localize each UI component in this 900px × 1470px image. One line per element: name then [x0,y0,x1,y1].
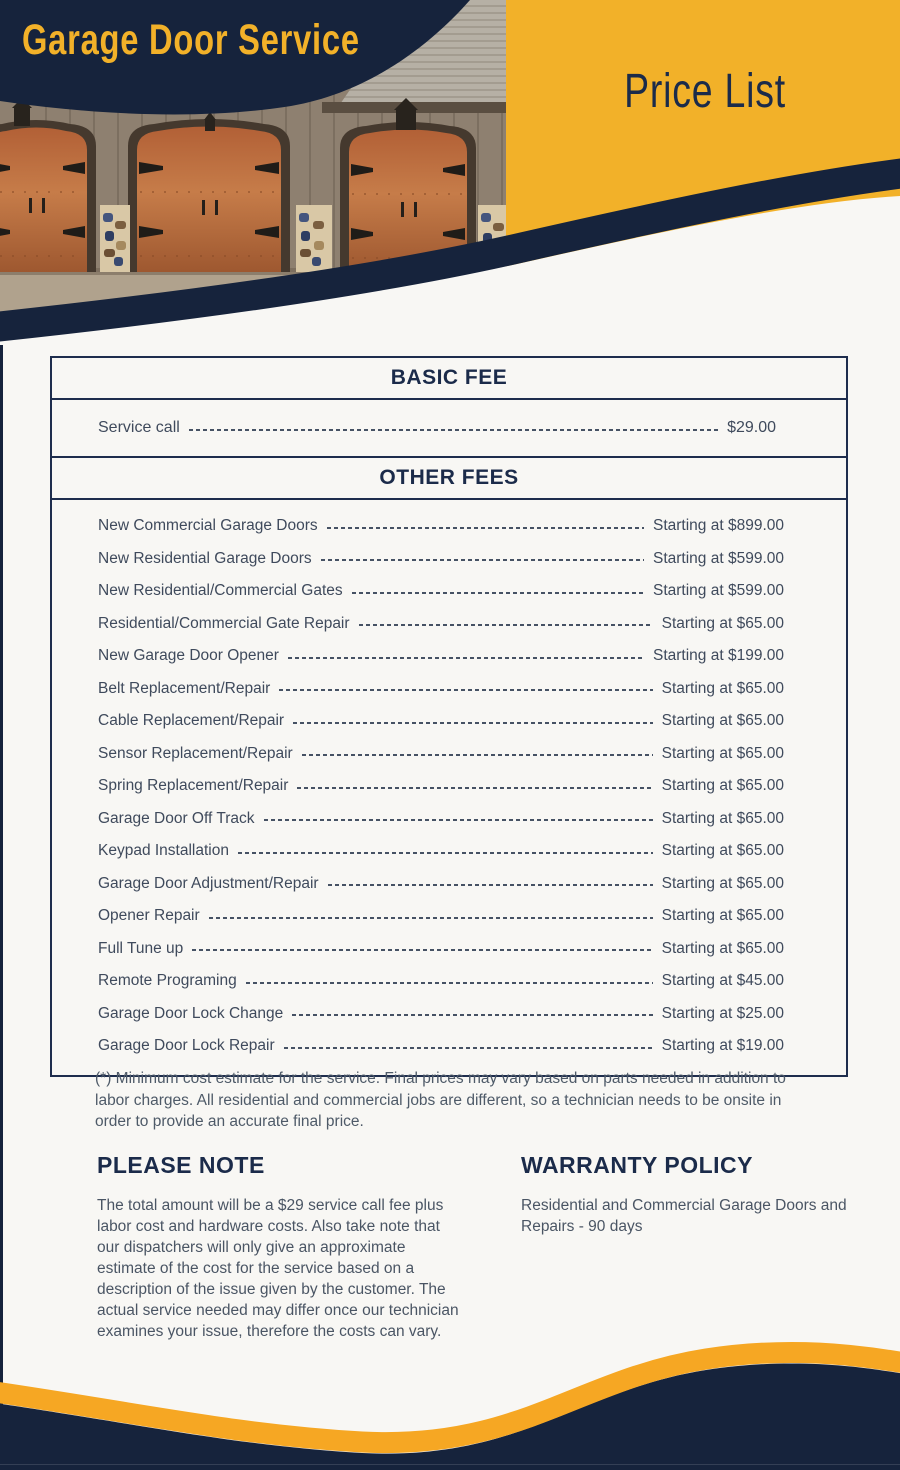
fee-price: Starting at $899.00 [653,517,784,535]
fee-row [52,900,846,933]
fee-price: Starting at $65.00 [661,842,784,860]
fee-row [52,673,846,706]
stone-pillar-1 [100,205,130,272]
dash-leader [246,982,653,984]
fee-price: Starting at $65.00 [661,712,784,730]
fee-label: Keypad Installation [98,842,229,860]
fee-label: New Garage Door Opener [98,647,279,665]
fee-price: Starting at $45.00 [661,972,784,990]
dash-leader [238,852,653,854]
fee-price: Starting at $65.00 [661,744,784,762]
fee-price: Starting at $19.00 [661,1037,784,1055]
other-fees-header: OTHER FEES [52,458,846,500]
fee-row [52,933,846,966]
basic-fee-section [52,400,846,458]
dash-leader [293,722,653,724]
page-left-border [0,300,3,1470]
stone-pillar-2 [296,205,332,272]
price-table [50,356,848,1077]
dash-leader [279,689,652,691]
other-fees-list [52,500,846,1075]
dash-leader [264,819,653,821]
fee-label: Belt Replacement/Repair [98,679,271,697]
fee-price: Starting at $65.00 [661,679,784,697]
fee-row [52,738,846,771]
fee-row [52,419,846,437]
garage-door-2 [128,119,290,272]
dash-leader [302,754,653,756]
fee-row [52,868,846,901]
fee-label: New Residential/Commercial Gates [98,582,343,600]
fee-row [52,575,846,608]
fee-row [52,510,846,543]
fee-price: Starting at $65.00 [661,907,784,925]
warranty-policy-title: WARRANTY POLICY [521,1152,753,1178]
fee-row [52,705,846,738]
footer-bottom-line [0,1464,900,1465]
dash-leader [327,527,644,529]
dash-leader [321,559,644,561]
fee-row [52,543,846,576]
fee-row [52,608,846,641]
dash-leader [328,884,653,886]
fee-label: Residential/Commercial Gate Repair [98,614,350,632]
fee-price: $29.00 [727,419,776,436]
dash-leader [352,592,644,594]
dash-leader [292,1014,652,1016]
dash-leader [288,657,644,659]
dash-leader [297,787,652,789]
fee-row [52,835,846,868]
fee-label: Service call [98,419,180,436]
dash-leader [192,949,652,951]
fee-price: Starting at $599.00 [653,582,784,600]
warranty-policy-body: Residential and Commercial Garage Doors and Repairs - 90 days [521,1197,847,1235]
fee-label: Opener Repair [98,907,200,925]
dash-leader [284,1047,653,1049]
fee-label: New Commercial Garage Doors [98,517,318,535]
fee-price: Starting at $65.00 [661,939,784,957]
dash-leader [209,917,653,919]
dash-leader [359,624,653,626]
fee-price: Starting at $65.00 [661,777,784,795]
fee-row [52,640,846,673]
please-note-body: The total amount will be a $29 service call fee plus labor cost and hardware costs. Also take note that our dispatchers will only give an approximate estimate of the cost for the service based on a description of the issue given by the customer. The actual service needed may differ once our technician examines your issue, therefore the costs can vary. [97,1197,459,1340]
fee-price: Starting at $599.00 [653,549,784,567]
fee-label: Garage Door Off Track [98,809,255,827]
dash-leader [189,429,718,431]
fee-row [52,803,846,836]
fee-label: Spring Replacement/Repair [98,777,289,795]
brand-title: Garage Door Service [22,16,360,64]
fee-label: Cable Replacement/Repair [98,712,285,730]
fee-price: Starting at $65.00 [661,809,784,827]
fee-price: Starting at $65.00 [661,614,784,632]
footnote: (*) Minimum cost estimate for the service. Final prices may vary based on parts needed in addition to labor charges. All residential and commercial jobs are different, so a technician needs to be onsite in order to provide an accurate final price. [95,1070,786,1130]
garage-door-1 [0,120,96,272]
footer-graphic [0,1335,900,1470]
fee-label: Garage Door Lock Change [98,1004,284,1022]
fee-label: Remote Programing [98,972,237,990]
basic-fee-header: BASIC FEE [52,358,846,400]
fee-price: Starting at $199.00 [653,647,784,665]
fee-price: Starting at $25.00 [661,1004,784,1022]
fee-label: New Residential Garage Doors [98,549,312,567]
fee-row [52,1030,846,1063]
please-note-title: PLEASE NOTE [97,1152,265,1178]
fee-row [52,998,846,1031]
fee-label: Garage Door Lock Repair [98,1037,275,1055]
fee-row [52,770,846,803]
fee-label: Sensor Replacement/Repair [98,744,293,762]
fee-label: Garage Door Adjustment/Repair [98,874,319,892]
fee-price: Starting at $65.00 [661,874,784,892]
fee-label: Full Tune up [98,939,184,957]
page-title: Price List [624,65,786,118]
fee-row [52,965,846,998]
